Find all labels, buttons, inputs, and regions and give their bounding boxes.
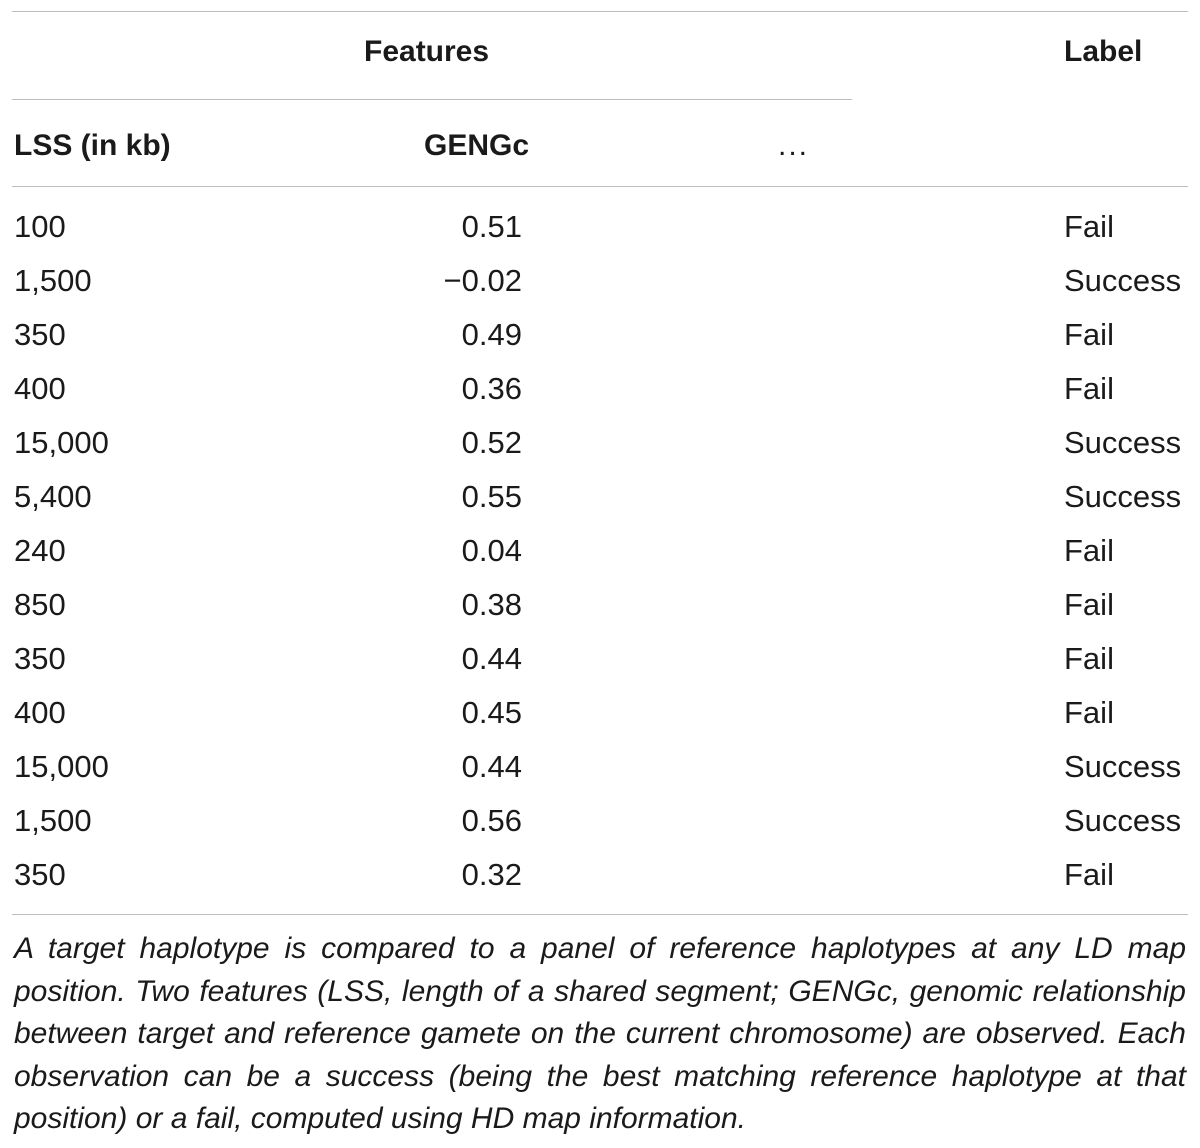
- table-row: [0, 740, 1200, 794]
- gengc-column-header: GENGc: [424, 129, 530, 162]
- table-row: [0, 524, 1200, 578]
- label-cell: Fail: [1064, 317, 1114, 352]
- table-row: [0, 254, 1200, 308]
- lss-cell: 350: [14, 641, 66, 676]
- gengc-cell: 0.32: [461, 857, 522, 892]
- gengc-cell: 0.56: [461, 803, 522, 838]
- gengc-cell: 0.44: [461, 641, 522, 676]
- table-row: [0, 632, 1200, 686]
- lss-cell: 15,000: [14, 749, 109, 784]
- table-row: [0, 470, 1200, 524]
- label-cell: Fail: [1064, 857, 1114, 892]
- table-top-rule: [12, 11, 1188, 12]
- label-cell: Fail: [1064, 587, 1114, 622]
- table-row: [0, 308, 1200, 362]
- label-column-header: Label: [1064, 35, 1143, 68]
- label-cell: Fail: [1064, 641, 1114, 676]
- gengc-cell: 0.38: [461, 587, 522, 622]
- table-row: [0, 362, 1200, 416]
- lss-column-header: LSS (in kb): [14, 129, 171, 162]
- lss-cell: 1,500: [14, 263, 92, 298]
- label-cell: Fail: [1064, 695, 1114, 730]
- features-group-rule: [12, 99, 852, 100]
- table-bottom-rule: [12, 914, 1188, 915]
- lss-cell: 100: [14, 209, 66, 244]
- gengc-cell: 0.55: [461, 479, 522, 514]
- table-row: [0, 416, 1200, 470]
- lss-cell: 400: [14, 371, 66, 406]
- label-cell: Success: [1064, 749, 1182, 784]
- gengc-cell: 0.51: [461, 209, 522, 244]
- label-cell: Success: [1064, 425, 1182, 460]
- gengc-cell: 0.04: [461, 533, 522, 568]
- table-row: [0, 578, 1200, 632]
- lss-cell: 850: [14, 587, 66, 622]
- lss-cell: 15,000: [14, 425, 109, 460]
- gengc-cell: 0.45: [461, 695, 522, 730]
- table-footnote: A target haplotype is compared to a panel of reference haplotypes at any LD map position. Two features (LSS, length of a shared segment; GENGc, genomic relationship between target and reference gamete on the current chromosome) are observed. Each observation can be a success (being the best matching reference haplotype at that position) or a fail, computed using HD map information.: [14, 932, 1186, 1136]
- table-body: [0, 200, 1200, 902]
- label-cell: Fail: [1064, 209, 1114, 244]
- label-cell: Fail: [1064, 371, 1114, 406]
- lss-cell: 1,500: [14, 803, 92, 838]
- table-row: [0, 686, 1200, 740]
- gengc-cell: 0.49: [461, 317, 522, 352]
- table-row: [0, 848, 1200, 902]
- label-cell: Success: [1064, 263, 1182, 298]
- gengc-cell: 0.52: [461, 425, 522, 460]
- lss-cell: 400: [14, 695, 66, 730]
- table-row: [0, 794, 1200, 848]
- lss-cell: 350: [14, 857, 66, 892]
- label-cell: Success: [1064, 803, 1182, 838]
- gengc-cell: 0.36: [461, 371, 522, 406]
- lss-cell: 350: [14, 317, 66, 352]
- header-bottom-rule: [12, 186, 1188, 187]
- label-cell: Fail: [1064, 533, 1114, 568]
- more-columns-ellipsis: ...: [778, 129, 810, 162]
- label-cell: Success: [1064, 479, 1182, 514]
- lss-cell: 240: [14, 533, 66, 568]
- table-row: [0, 200, 1200, 254]
- lss-cell: 5,400: [14, 479, 92, 514]
- gengc-cell: −0.02: [443, 263, 522, 298]
- features-group-header: Features: [364, 35, 490, 68]
- gengc-cell: 0.44: [461, 749, 522, 784]
